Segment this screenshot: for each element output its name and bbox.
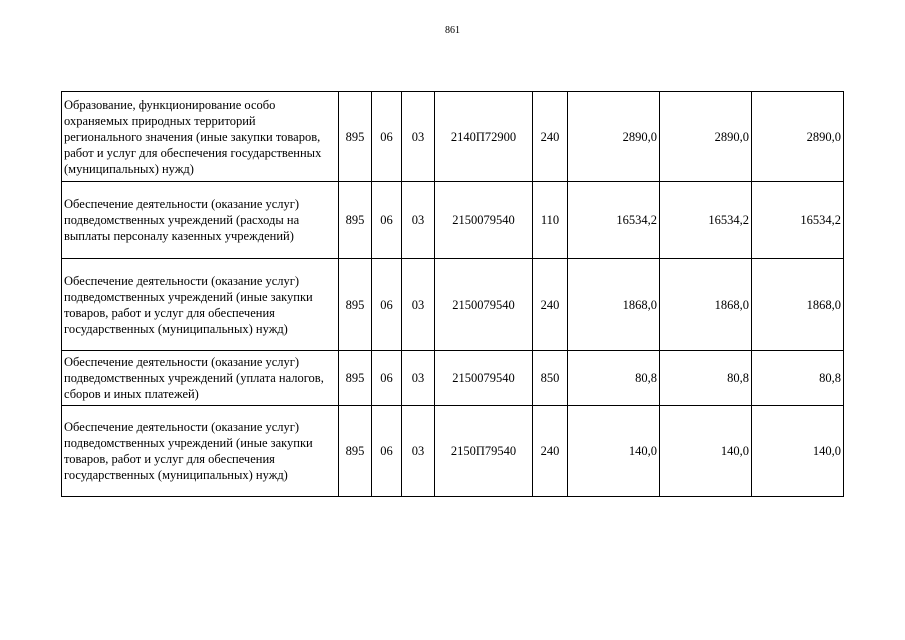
target-article-code: 2150079540: [435, 259, 533, 351]
page-number: 861: [445, 25, 460, 36]
expense-type-code: 850: [533, 351, 568, 406]
amount-3: 16534,2: [752, 182, 844, 259]
admin-code: 895: [339, 406, 372, 497]
section-code: 06: [372, 406, 402, 497]
amount-1: 140,0: [568, 406, 660, 497]
admin-code: 895: [339, 182, 372, 259]
table-row: [62, 182, 844, 259]
target-article-code: 2150079540: [435, 351, 533, 406]
section-code: 06: [372, 259, 402, 351]
subsection-code: 03: [402, 259, 435, 351]
target-article-code: 2150П79540: [435, 406, 533, 497]
expense-type-code: 240: [533, 406, 568, 497]
subsection-code: 03: [402, 351, 435, 406]
amount-3: 2890,0: [752, 92, 844, 182]
admin-code: 895: [339, 259, 372, 351]
budget-table: [61, 91, 844, 497]
amount-1: 16534,2: [568, 182, 660, 259]
table-row: [62, 259, 844, 351]
section-code: 06: [372, 351, 402, 406]
row-description: Обеспечение деятельности (оказание услуг) подведомственных учреждений (расходы на выплаты персоналу казенных учреждений): [62, 182, 339, 259]
expense-type-code: 240: [533, 92, 568, 182]
table-row: [62, 351, 844, 406]
row-description: Обеспечение деятельности (оказание услуг) подведомственных учреждений (иные закупки товаров, работ и услуг для обеспечения государственных (муниципальных) нужд): [62, 406, 339, 497]
amount-1: 80,8: [568, 351, 660, 406]
table-row: [62, 406, 844, 497]
amount-3: 80,8: [752, 351, 844, 406]
amount-2: 140,0: [660, 406, 752, 497]
row-description: Обеспечение деятельности (оказание услуг) подведомственных учреждений (иные закупки товаров, работ и услуг для обеспечения государственных (муниципальных) нужд): [62, 259, 339, 351]
amount-2: 2890,0: [660, 92, 752, 182]
amount-1: 1868,0: [568, 259, 660, 351]
target-article-code: 2140П72900: [435, 92, 533, 182]
amount-3: 140,0: [752, 406, 844, 497]
section-code: 06: [372, 92, 402, 182]
section-code: 06: [372, 182, 402, 259]
amount-2: 16534,2: [660, 182, 752, 259]
amount-2: 1868,0: [660, 259, 752, 351]
admin-code: 895: [339, 92, 372, 182]
amount-2: 80,8: [660, 351, 752, 406]
subsection-code: 03: [402, 406, 435, 497]
admin-code: 895: [339, 351, 372, 406]
subsection-code: 03: [402, 182, 435, 259]
table-row: [62, 92, 844, 182]
row-description: Образование, функционирование особо охраняемых природных территорий регионального значения (иные закупки товаров, работ и услуг для обеспечения государственных (муниципальных) нужд): [62, 92, 339, 182]
expense-type-code: 240: [533, 259, 568, 351]
subsection-code: 03: [402, 92, 435, 182]
row-description: Обеспечение деятельности (оказание услуг) подведомственных учреждений (уплата налогов, сборов и иных платежей): [62, 351, 339, 406]
target-article-code: 2150079540: [435, 182, 533, 259]
expense-type-code: 110: [533, 182, 568, 259]
amount-1: 2890,0: [568, 92, 660, 182]
amount-3: 1868,0: [752, 259, 844, 351]
